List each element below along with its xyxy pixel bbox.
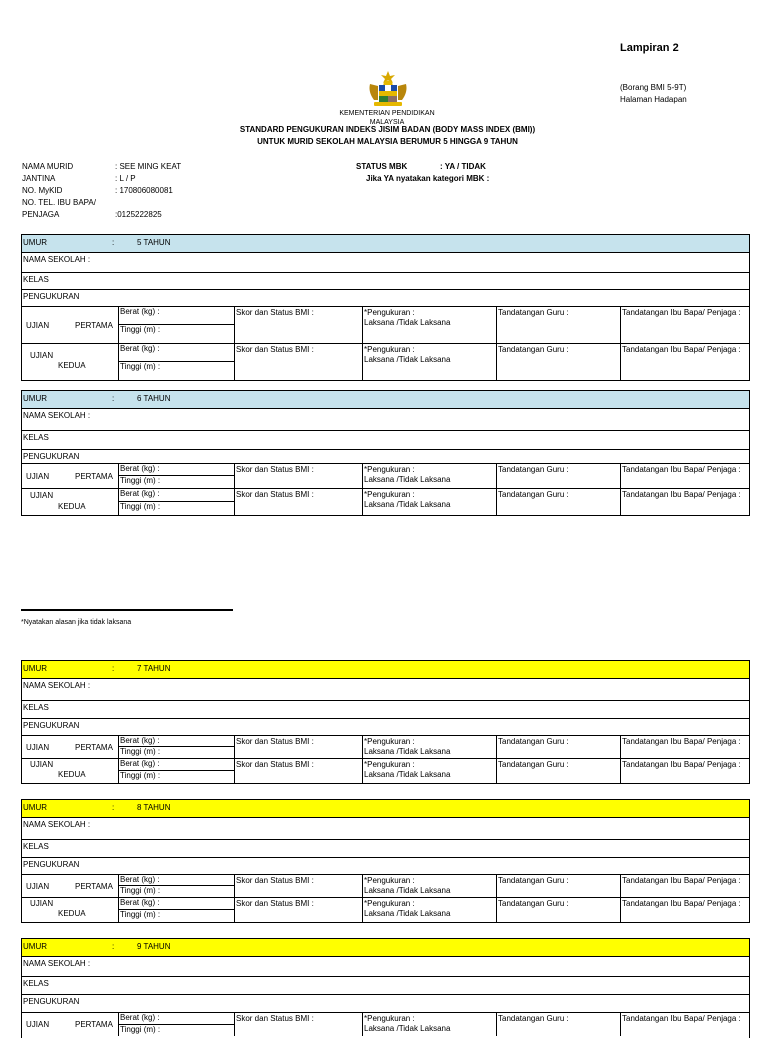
pengukuran-row xyxy=(22,858,749,875)
pengukuran-label: PENGUKURAN xyxy=(23,721,80,730)
umur-label: UMUR xyxy=(23,803,47,812)
tandatangan-ibubapa-field[interactable]: Tandatangan Ibu Bapa/ Penjaga : xyxy=(620,759,750,783)
tandatangan-guru-field[interactable]: Tandatangan Guru : xyxy=(496,736,620,758)
berat-field[interactable]: Berat (kg) : xyxy=(119,875,234,886)
umur-label: UMUR xyxy=(23,394,47,403)
tandatangan-guru-field[interactable]: Tandatangan Guru : xyxy=(496,344,620,380)
kelas-row[interactable] xyxy=(22,701,749,719)
tandatangan-ibubapa-field[interactable]: Tandatangan Ibu Bapa/ Penjaga : xyxy=(620,464,750,488)
kelas-label: KELAS xyxy=(23,275,49,284)
age-value: 5 TAHUN xyxy=(137,238,171,247)
skor-field[interactable]: Skor dan Status BMI : xyxy=(234,1013,362,1036)
pengukuran-label: PENGUKURAN xyxy=(23,997,80,1006)
ujian-pertama-label: UJIAN PERTAMA xyxy=(26,1020,113,1029)
footnote-rule xyxy=(21,609,233,611)
tandatangan-guru-field[interactable]: Tandatangan Guru : xyxy=(496,489,620,515)
age-block-5 xyxy=(21,234,750,381)
pengukuran-status-field[interactable]: *Pengukuran : Laksana /Tidak Laksana xyxy=(362,898,496,922)
age-block-7 xyxy=(21,660,750,784)
tinggi-field[interactable]: Tinggi (m) : xyxy=(120,362,161,371)
ujian-pertama-row xyxy=(22,464,749,489)
age-block-9 xyxy=(21,938,750,1038)
tandatangan-guru-field[interactable]: Tandatangan Guru : xyxy=(496,898,620,922)
berat-field[interactable]: Berat (kg) : xyxy=(119,344,234,362)
berat-field[interactable]: Berat (kg) : xyxy=(119,489,234,502)
skor-field[interactable]: Skor dan Status BMI : xyxy=(234,736,362,758)
ministry-name: KEMENTERIAN PENDIDIKAN MALAYSIA xyxy=(339,110,435,126)
age-header xyxy=(22,800,749,818)
tandatangan-ibubapa-field[interactable]: Tandatangan Ibu Bapa/ Penjaga : xyxy=(620,489,750,515)
berat-tinggi-cell[interactable] xyxy=(118,307,234,343)
tandatangan-guru-field[interactable]: Tandatangan Guru : xyxy=(496,875,620,897)
pengukuran-status-field[interactable]: *Pengukuran : Laksana /Tidak Laksana xyxy=(362,489,496,515)
kelas-row[interactable] xyxy=(22,273,749,290)
nama-sekolah-row[interactable] xyxy=(22,679,749,701)
ujian-pertama-row xyxy=(22,307,749,344)
berat-tinggi-cell[interactable] xyxy=(118,898,234,922)
nama-sekolah-label: NAMA SEKOLAH : xyxy=(23,820,91,829)
berat-field[interactable]: Berat (kg) : xyxy=(119,464,234,476)
kelas-row[interactable] xyxy=(22,840,749,858)
tandatangan-guru-field[interactable]: Tandatangan Guru : xyxy=(496,759,620,783)
age-value: 9 TAHUN xyxy=(137,942,171,951)
tel-value: :0125222825 xyxy=(115,210,162,219)
umur-colon: : xyxy=(112,394,115,403)
nama-sekolah-label: NAMA SEKOLAH : xyxy=(23,411,91,420)
berat-field[interactable]: Berat (kg) : xyxy=(119,736,234,747)
umur-label: UMUR xyxy=(23,942,47,951)
age-block-8 xyxy=(21,799,750,923)
page-side: Halaman Hadapan xyxy=(620,95,687,104)
pengukuran-label: PENGUKURAN xyxy=(23,452,80,461)
pengukuran-status-field[interactable]: *Pengukuran : Laksana /Tidak Laksana xyxy=(362,344,496,380)
ujian-pertama-label: UJIAN PERTAMA xyxy=(26,321,113,330)
tandatangan-ibubapa-field[interactable]: Tandatangan Ibu Bapa/ Penjaga : xyxy=(620,1013,750,1036)
ujian-pertama-row xyxy=(22,736,749,759)
age-value: 7 TAHUN xyxy=(137,664,171,673)
berat-field[interactable]: Berat (kg) : xyxy=(119,759,234,771)
title-line-2: UNTUK MURID SEKOLAH MALAYSIA BERUMUR 5 HINGGA 9 TAHUN xyxy=(257,137,518,146)
pengukuran-status-field[interactable]: *Pengukuran : Laksana /Tidak Laksana xyxy=(362,464,496,488)
pengukuran-status-field[interactable]: *Pengukuran : Laksana /Tidak Laksana xyxy=(362,736,496,758)
skor-field[interactable]: Skor dan Status BMI : xyxy=(234,875,362,897)
umur-colon: : xyxy=(112,664,115,673)
mykid-label: NO. MyKID xyxy=(22,186,63,195)
pengukuran-status-field[interactable]: *Pengukuran : Laksana /Tidak Laksana xyxy=(362,1013,496,1036)
tandatangan-ibubapa-field[interactable]: Tandatangan Ibu Bapa/ Penjaga : xyxy=(620,898,750,922)
skor-field[interactable]: Skor dan Status BMI : xyxy=(234,307,362,343)
kelas-label: KELAS xyxy=(23,842,49,851)
kelas-row[interactable] xyxy=(22,431,749,450)
age-header xyxy=(22,939,749,957)
tandatangan-ibubapa-field[interactable]: Tandatangan Ibu Bapa/ Penjaga : xyxy=(620,307,750,343)
ujian-kedua-row xyxy=(22,898,749,922)
ujian-pertama-label: UJIAN PERTAMA xyxy=(26,743,113,752)
age-header xyxy=(22,235,749,253)
berat-tinggi-cell[interactable] xyxy=(118,736,234,758)
nama-sekolah-label: NAMA SEKOLAH : xyxy=(23,681,91,690)
ujian-kedua-label: UJIAN KEDUA xyxy=(30,491,86,511)
mykid-value: : 170806080081 xyxy=(115,186,173,195)
pengukuran-label: PENGUKURAN xyxy=(23,860,80,869)
nama-sekolah-row[interactable] xyxy=(22,818,749,840)
kelas-row[interactable] xyxy=(22,977,749,995)
berat-tinggi-cell[interactable] xyxy=(118,489,234,515)
mbk-label: STATUS MBK xyxy=(356,162,408,171)
jantina-value: : L / P xyxy=(115,174,136,183)
mbk-value: : YA / TIDAK xyxy=(440,162,486,171)
skor-field[interactable]: Skor dan Status BMI : xyxy=(234,759,362,783)
age-value: 6 TAHUN xyxy=(137,394,171,403)
pengukuran-row xyxy=(22,719,749,736)
umur-colon: : xyxy=(112,942,115,951)
berat-tinggi-cell[interactable] xyxy=(118,875,234,897)
berat-tinggi-cell[interactable] xyxy=(118,759,234,783)
tinggi-field[interactable]: Tinggi (m) : xyxy=(120,476,161,485)
nama-sekolah-label: NAMA SEKOLAH : xyxy=(23,255,91,264)
nama-murid-value: : SEE MING KEAT xyxy=(115,162,182,171)
ujian-pertama-row xyxy=(22,875,749,898)
ujian-pertama-label: UJIAN PERTAMA xyxy=(26,472,113,481)
age-block-6 xyxy=(21,390,750,516)
nama-sekolah-row[interactable] xyxy=(22,253,749,273)
umur-colon: : xyxy=(112,803,115,812)
age-header xyxy=(22,661,749,679)
tinggi-field[interactable]: Tinggi (m) : xyxy=(120,910,161,919)
berat-field[interactable]: Berat (kg) : xyxy=(119,1013,234,1025)
kelas-label: KELAS xyxy=(23,703,49,712)
ujian-kedua-label: UJIAN KEDUA xyxy=(30,899,86,918)
tandatangan-ibubapa-field[interactable]: Tandatangan Ibu Bapa/ Penjaga : xyxy=(620,736,750,758)
ujian-pertama-row xyxy=(22,1013,749,1036)
nama-sekolah-row[interactable] xyxy=(22,957,749,977)
tinggi-field[interactable]: Tinggi (m) : xyxy=(120,325,161,334)
tinggi-field[interactable]: Tinggi (m) : xyxy=(120,502,161,511)
pengukuran-status-field[interactable]: *Pengukuran : Laksana /Tidak Laksana xyxy=(362,759,496,783)
berat-tinggi-cell[interactable] xyxy=(118,344,234,380)
tandatangan-guru-field[interactable]: Tandatangan Guru : xyxy=(496,464,620,488)
kelas-label: KELAS xyxy=(23,979,49,988)
berat-field[interactable]: Berat (kg) : xyxy=(119,307,234,325)
berat-tinggi-cell[interactable] xyxy=(118,1013,234,1036)
coat-of-arms-logo xyxy=(366,70,410,108)
ujian-kedua-label: UJIAN KEDUA xyxy=(30,351,86,370)
mbk-note: Jika YA nyatakan kategori MBK : xyxy=(366,174,490,183)
umur-label: UMUR xyxy=(23,238,47,247)
tinggi-field[interactable]: Tinggi (m) : xyxy=(120,747,161,756)
age-header xyxy=(22,391,749,409)
tel-label-2: PENJAGA xyxy=(22,210,60,219)
form-code: (Borang BMI 5-9T) xyxy=(620,83,687,92)
umur-label: UMUR xyxy=(23,664,47,673)
nama-sekolah-row[interactable] xyxy=(22,409,749,431)
age-value: 8 TAHUN xyxy=(137,803,171,812)
title-line-1: STANDARD PENGUKURAN INDEKS JISIM BADAN (BODY MASS INDEX (BMI)) xyxy=(239,125,536,134)
lampiran-label: Lampiran 2 xyxy=(620,42,679,54)
skor-field[interactable]: Skor dan Status BMI : xyxy=(234,344,362,380)
ujian-kedua-row xyxy=(22,759,749,783)
pengukuran-label: PENGUKURAN xyxy=(23,292,80,301)
tandatangan-guru-field[interactable]: Tandatangan Guru : xyxy=(496,307,620,343)
footnote-text: *Nyatakan alasan jika tidak laksana xyxy=(21,619,132,626)
skor-field[interactable]: Skor dan Status BMI : xyxy=(234,464,362,488)
nama-murid-label: NAMA MURID xyxy=(22,162,74,171)
pengukuran-status-field[interactable]: *Pengukuran : Laksana /Tidak Laksana xyxy=(362,875,496,897)
tandatangan-ibubapa-field[interactable]: Tandatangan Ibu Bapa/ Penjaga : xyxy=(620,875,750,897)
tinggi-field[interactable]: Tinggi (m) : xyxy=(120,886,161,895)
pengukuran-row xyxy=(22,450,749,464)
berat-field[interactable]: Berat (kg) : xyxy=(119,898,234,910)
pengukuran-status-field[interactable]: *Pengukuran : Laksana /Tidak Laksana xyxy=(362,307,496,343)
skor-field[interactable]: Skor dan Status BMI : xyxy=(234,898,362,922)
ujian-kedua-row xyxy=(22,344,749,380)
pengukuran-row xyxy=(22,995,749,1013)
kelas-label: KELAS xyxy=(23,433,49,442)
tinggi-field[interactable]: Tinggi (m) : xyxy=(120,771,161,780)
skor-field[interactable]: Skor dan Status BMI : xyxy=(234,489,362,515)
ujian-pertama-label: UJIAN PERTAMA xyxy=(26,882,113,891)
berat-tinggi-cell[interactable] xyxy=(118,464,234,488)
tandatangan-guru-field[interactable]: Tandatangan Guru : xyxy=(496,1013,620,1036)
nama-sekolah-label: NAMA SEKOLAH : xyxy=(23,959,91,968)
ujian-kedua-row xyxy=(22,489,749,515)
jantina-label: JANTINA xyxy=(22,174,56,183)
umur-colon: : xyxy=(112,238,115,247)
pengukuran-row xyxy=(22,290,749,307)
tandatangan-ibubapa-field[interactable]: Tandatangan Ibu Bapa/ Penjaga : xyxy=(620,344,750,380)
tel-label-1: NO. TEL. IBU BAPA/ xyxy=(22,198,96,207)
ujian-kedua-label: UJIAN KEDUA xyxy=(30,760,86,779)
tinggi-field[interactable]: Tinggi (m) : xyxy=(120,1024,161,1034)
